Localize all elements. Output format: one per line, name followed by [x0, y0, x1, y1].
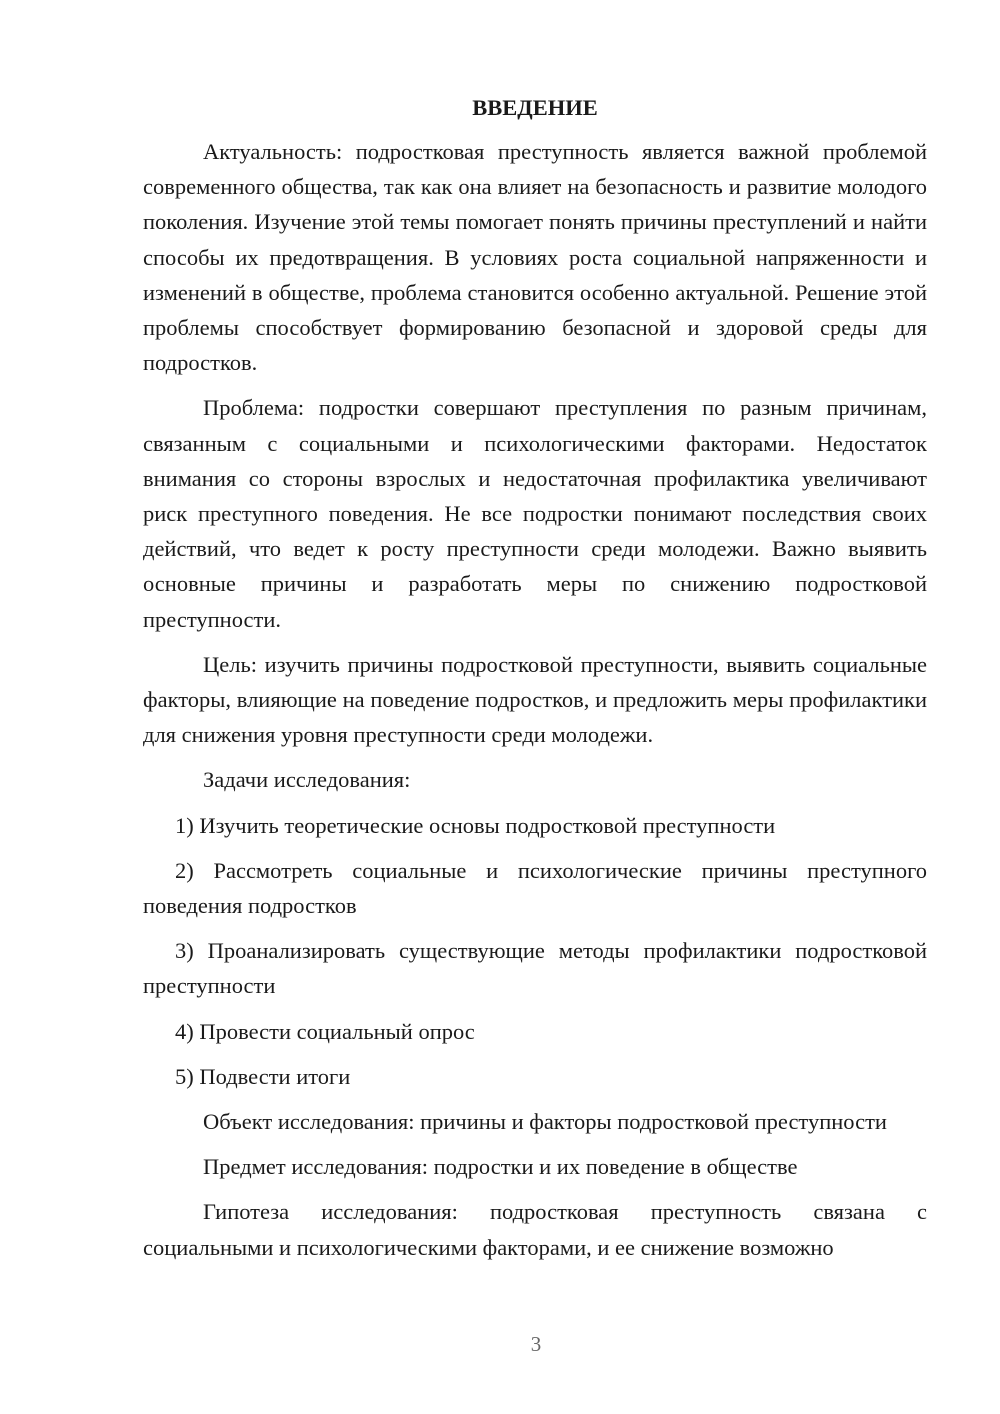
subject-paragraph: Предмет исследования: подростки и их поведение в обществе: [203, 1154, 798, 1180]
task-item-2: 2) Рассмотреть социальные и психологические причины преступного поведения подростков: [143, 857, 927, 919]
page-title: ВВЕДЕНИЕ: [472, 95, 598, 120]
problem-paragraph: Проблема: подростки совершают преступления по разным причинам, связанным с социальными и психологическими факторами. Недостаток внимания со стороны взрослых и недостаточная профилактика увеличивают риск преступного поведения. Не все подростки понимают последствия своих действий, что ведет к росту преступности среди молодежи. Важно выявить основные причины и разработать меры по снижению подростковой преступности.: [143, 395, 927, 632]
hypothesis-paragraph: Гипотеза исследования: подростковая преступность связана с социальными и психологическими факторами, и ее снижение возможно: [143, 1199, 927, 1260]
task-item-4: 4) Провести социальный опрос: [175, 1018, 475, 1044]
tasks-heading: Задачи исследования:: [203, 767, 411, 793]
task-item-1: 1) Изучить теоретические основы подростковой преступности: [175, 812, 776, 838]
object-paragraph: Объект исследования: причины и факторы подростковой преступности: [203, 1109, 887, 1135]
document-page: [143, 92, 927, 1275]
task-item-3: 3) Проанализировать существующие методы профилактики подростковой преступности: [143, 938, 927, 999]
task-item-5: 5) Подвести итоги: [175, 1063, 351, 1089]
goal-paragraph: Цель: изучить причины подростковой преступности, выявить социальные факторы, влияющие на поведение подростков, и предложить меры профилактики для снижения уровня преступности среди молодежи.: [143, 651, 927, 748]
page-number: 3: [530, 1332, 542, 1356]
relevance-paragraph: Актуальность: подростковая преступность является важной проблемой современного общества, так как она влияет на безопасность и развитие молодого поколения. Изучение этой темы помогает понять причины преступлений и найти способы их предотвращения. В условиях роста социальной напряженности и изменений в обществе, проблема становится особенно актуальной. Решение этой проблемы способствует формированию безопасной и здоровой среды для подростков.: [143, 139, 927, 376]
